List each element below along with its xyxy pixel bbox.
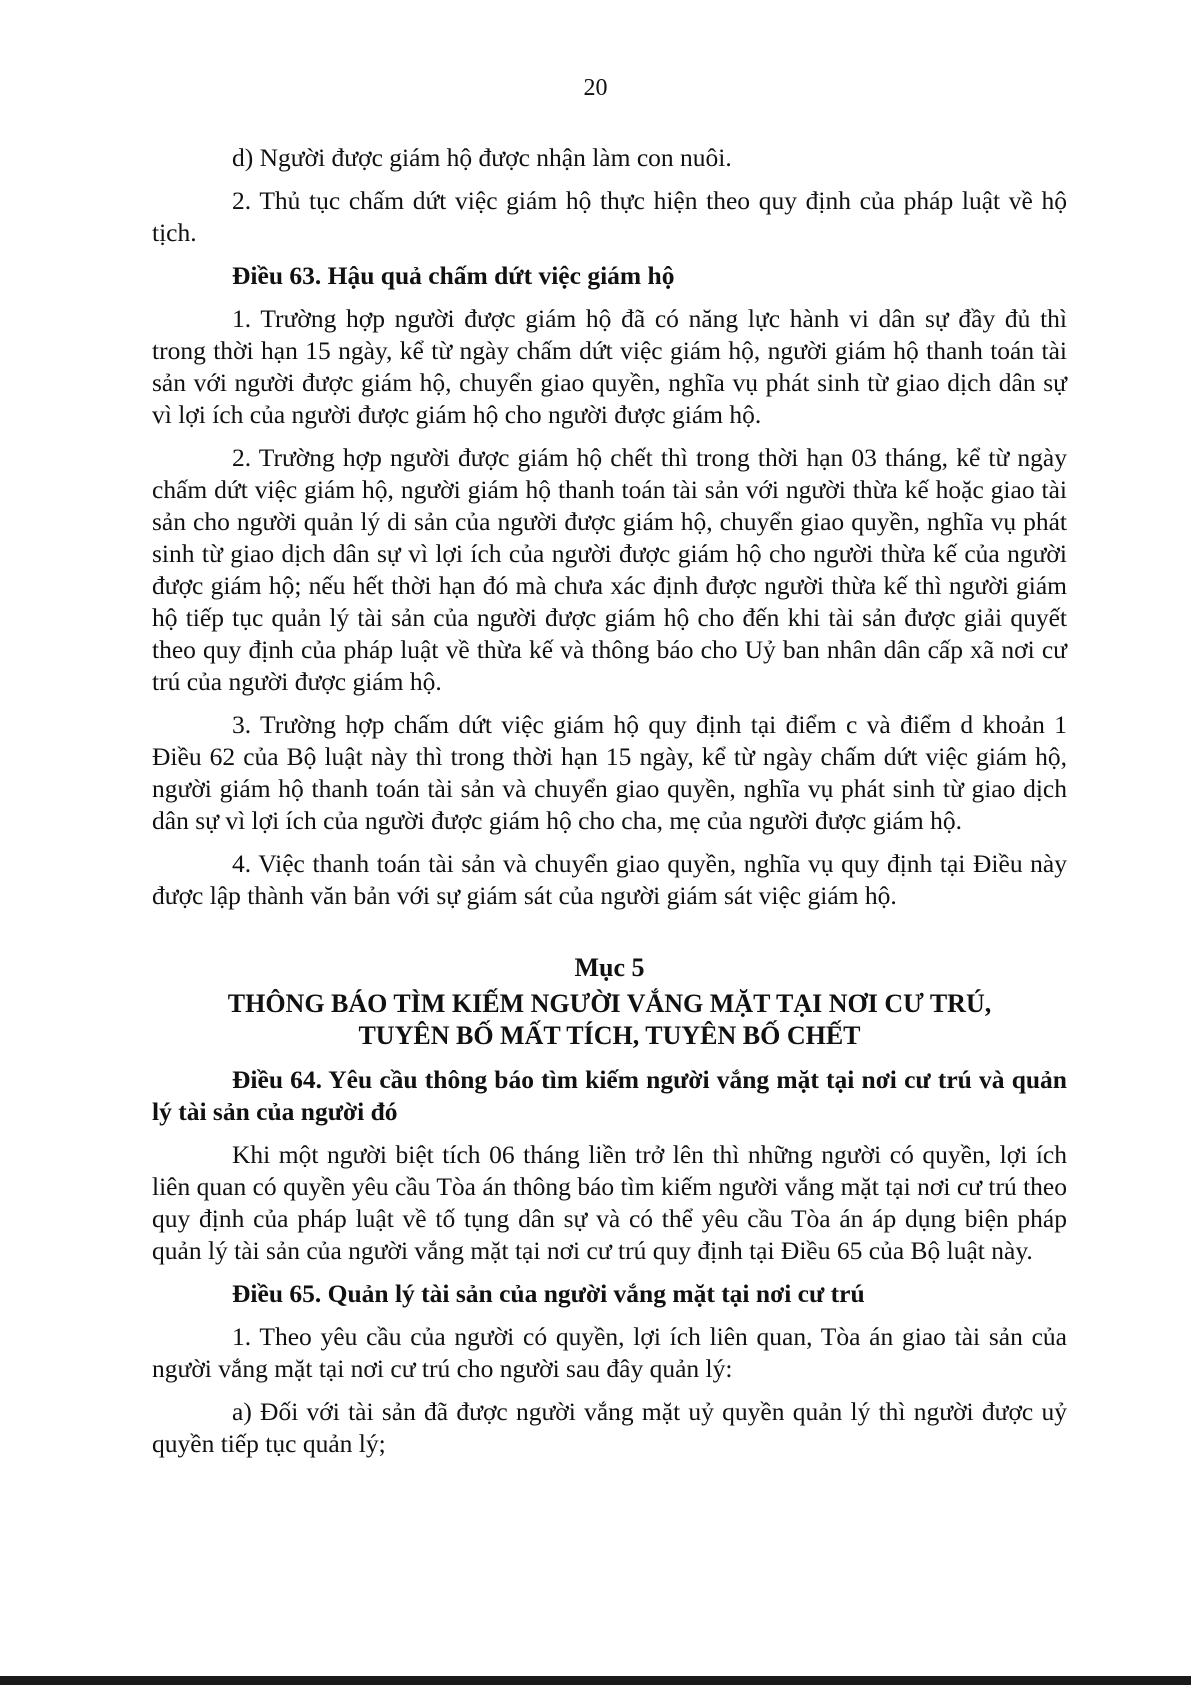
paragraph-63-2: 2. Trường hợp người được giám hộ chết thì trong thời hạn 03 tháng, kể từ ngày chấm dứt việc giám hộ, người giám hộ thanh toán tài sản với người thừa kế hoặc giao tài sản cho người quản lý di sản của người được giám hộ, chuyển giao quyền, nghĩa vụ phát sinh từ giao dịch dân sự vì lợi ích của người được giám hộ cho người thừa kế của người được giám hộ; nếu hết thời hạn đó mà chưa xác định được người thừa kế thì người giám hộ tiếp tục quản lý tài sản của người được giám hộ cho đến khi tài sản được giải quyết theo quy định của pháp luật về thừa kế và thông báo cho Uỷ ban nhân dân cấp xã nơi cư trú của người được giám hộ. <box>152 443 1067 696</box>
section-title-line-1: THÔNG BÁO TÌM KIẾM NGƯỜI VẮNG MẶT TẠI NƠI CƯ TRÚ, <box>227 989 992 1018</box>
paragraph-63-4: 4. Việc thanh toán tài sản và chuyển giao quyền, nghĩa vụ quy định tại Điều này được lập thành văn bản với sự giám sát của người giám sát việc giám hộ. <box>152 849 1067 910</box>
paragraph-64: Khi một người biệt tích 06 tháng liền trở lên thì những người có quyền, lợi ích liên quan có quyền yêu cầu Tòa án thông báo tìm kiếm người vắng mặt tại nơi cư trú theo quy định của pháp luật về tố tụng dân sự và có thể yêu cầu Tòa án áp dụng biện pháp quản lý tài sản của người vắng mặt tại nơi cư trú quy định tại Điều 65 của Bộ luật này. <box>152 1140 1067 1265</box>
section-label: Mục 5 <box>574 953 645 982</box>
paragraph-65-1a: a) Đối với tài sản đã được người vắng mặt uỷ quyền quản lý thì người được uỷ quyền tiếp tục quản lý; <box>152 1397 1067 1458</box>
section-title-line-2: TUYÊN BỐ MẤT TÍCH, TUYÊN BỐ CHẾT <box>358 1021 861 1050</box>
paragraph-63-3: 3. Trường hợp chấm dứt việc giám hộ quy định tại điểm c và điểm d khoản 1 Điều 62 của Bộ luật này thì trong thời hạn 15 ngày, kể từ ngày chấm dứt việc giám hộ, người giám hộ thanh toán tài sản và chuyển giao quyền, nghĩa vụ phát sinh từ giao dịch dân sự vì lợi ích của người được giám hộ cho cha, mẹ của người được giám hộ. <box>152 710 1067 835</box>
article-65-heading: Điều 65. Quản lý tài sản của người vắng mặt tại nơi cư trú <box>232 1279 865 1308</box>
paragraph-62-2: 2. Thủ tục chấm dứt việc giám hộ thực hiện theo quy định của pháp luật về hộ tịch. <box>152 186 1067 247</box>
article-64-heading: Điều 64. Yêu cầu thông báo tìm kiếm người vắng mặt tại nơi cư trú và quản lý tài sản của người đó <box>152 1065 1067 1126</box>
article-63-heading: Điều 63. Hậu quả chấm dứt việc giám hộ <box>232 261 675 290</box>
paragraph-63-1: 1. Trường hợp người được giám hộ đã có năng lực hành vi dân sự đầy đủ thì trong thời hạn 15 ngày, kể từ ngày chấm dứt việc giám hộ, người giám hộ thanh toán tài sản với người được giám hộ, chuyển giao quyền, nghĩa vụ phát sinh từ giao dịch dân sự vì lợi ích của người được giám hộ cho người được giám hộ. <box>152 304 1067 429</box>
page-number: 20 <box>583 75 608 101</box>
paragraph-65-1: 1. Theo yêu cầu của người có quyền, lợi ích liên quan, Tòa án giao tài sản của người vắng mặt tại nơi cư trú cho người sau đây quản lý: <box>152 1322 1067 1383</box>
document-body <box>152 142 1067 1471</box>
bottom-edge-rule <box>0 1676 1191 1685</box>
paragraph-62-1d: d) Người được giám hộ được nhận làm con nuôi. <box>232 143 732 172</box>
